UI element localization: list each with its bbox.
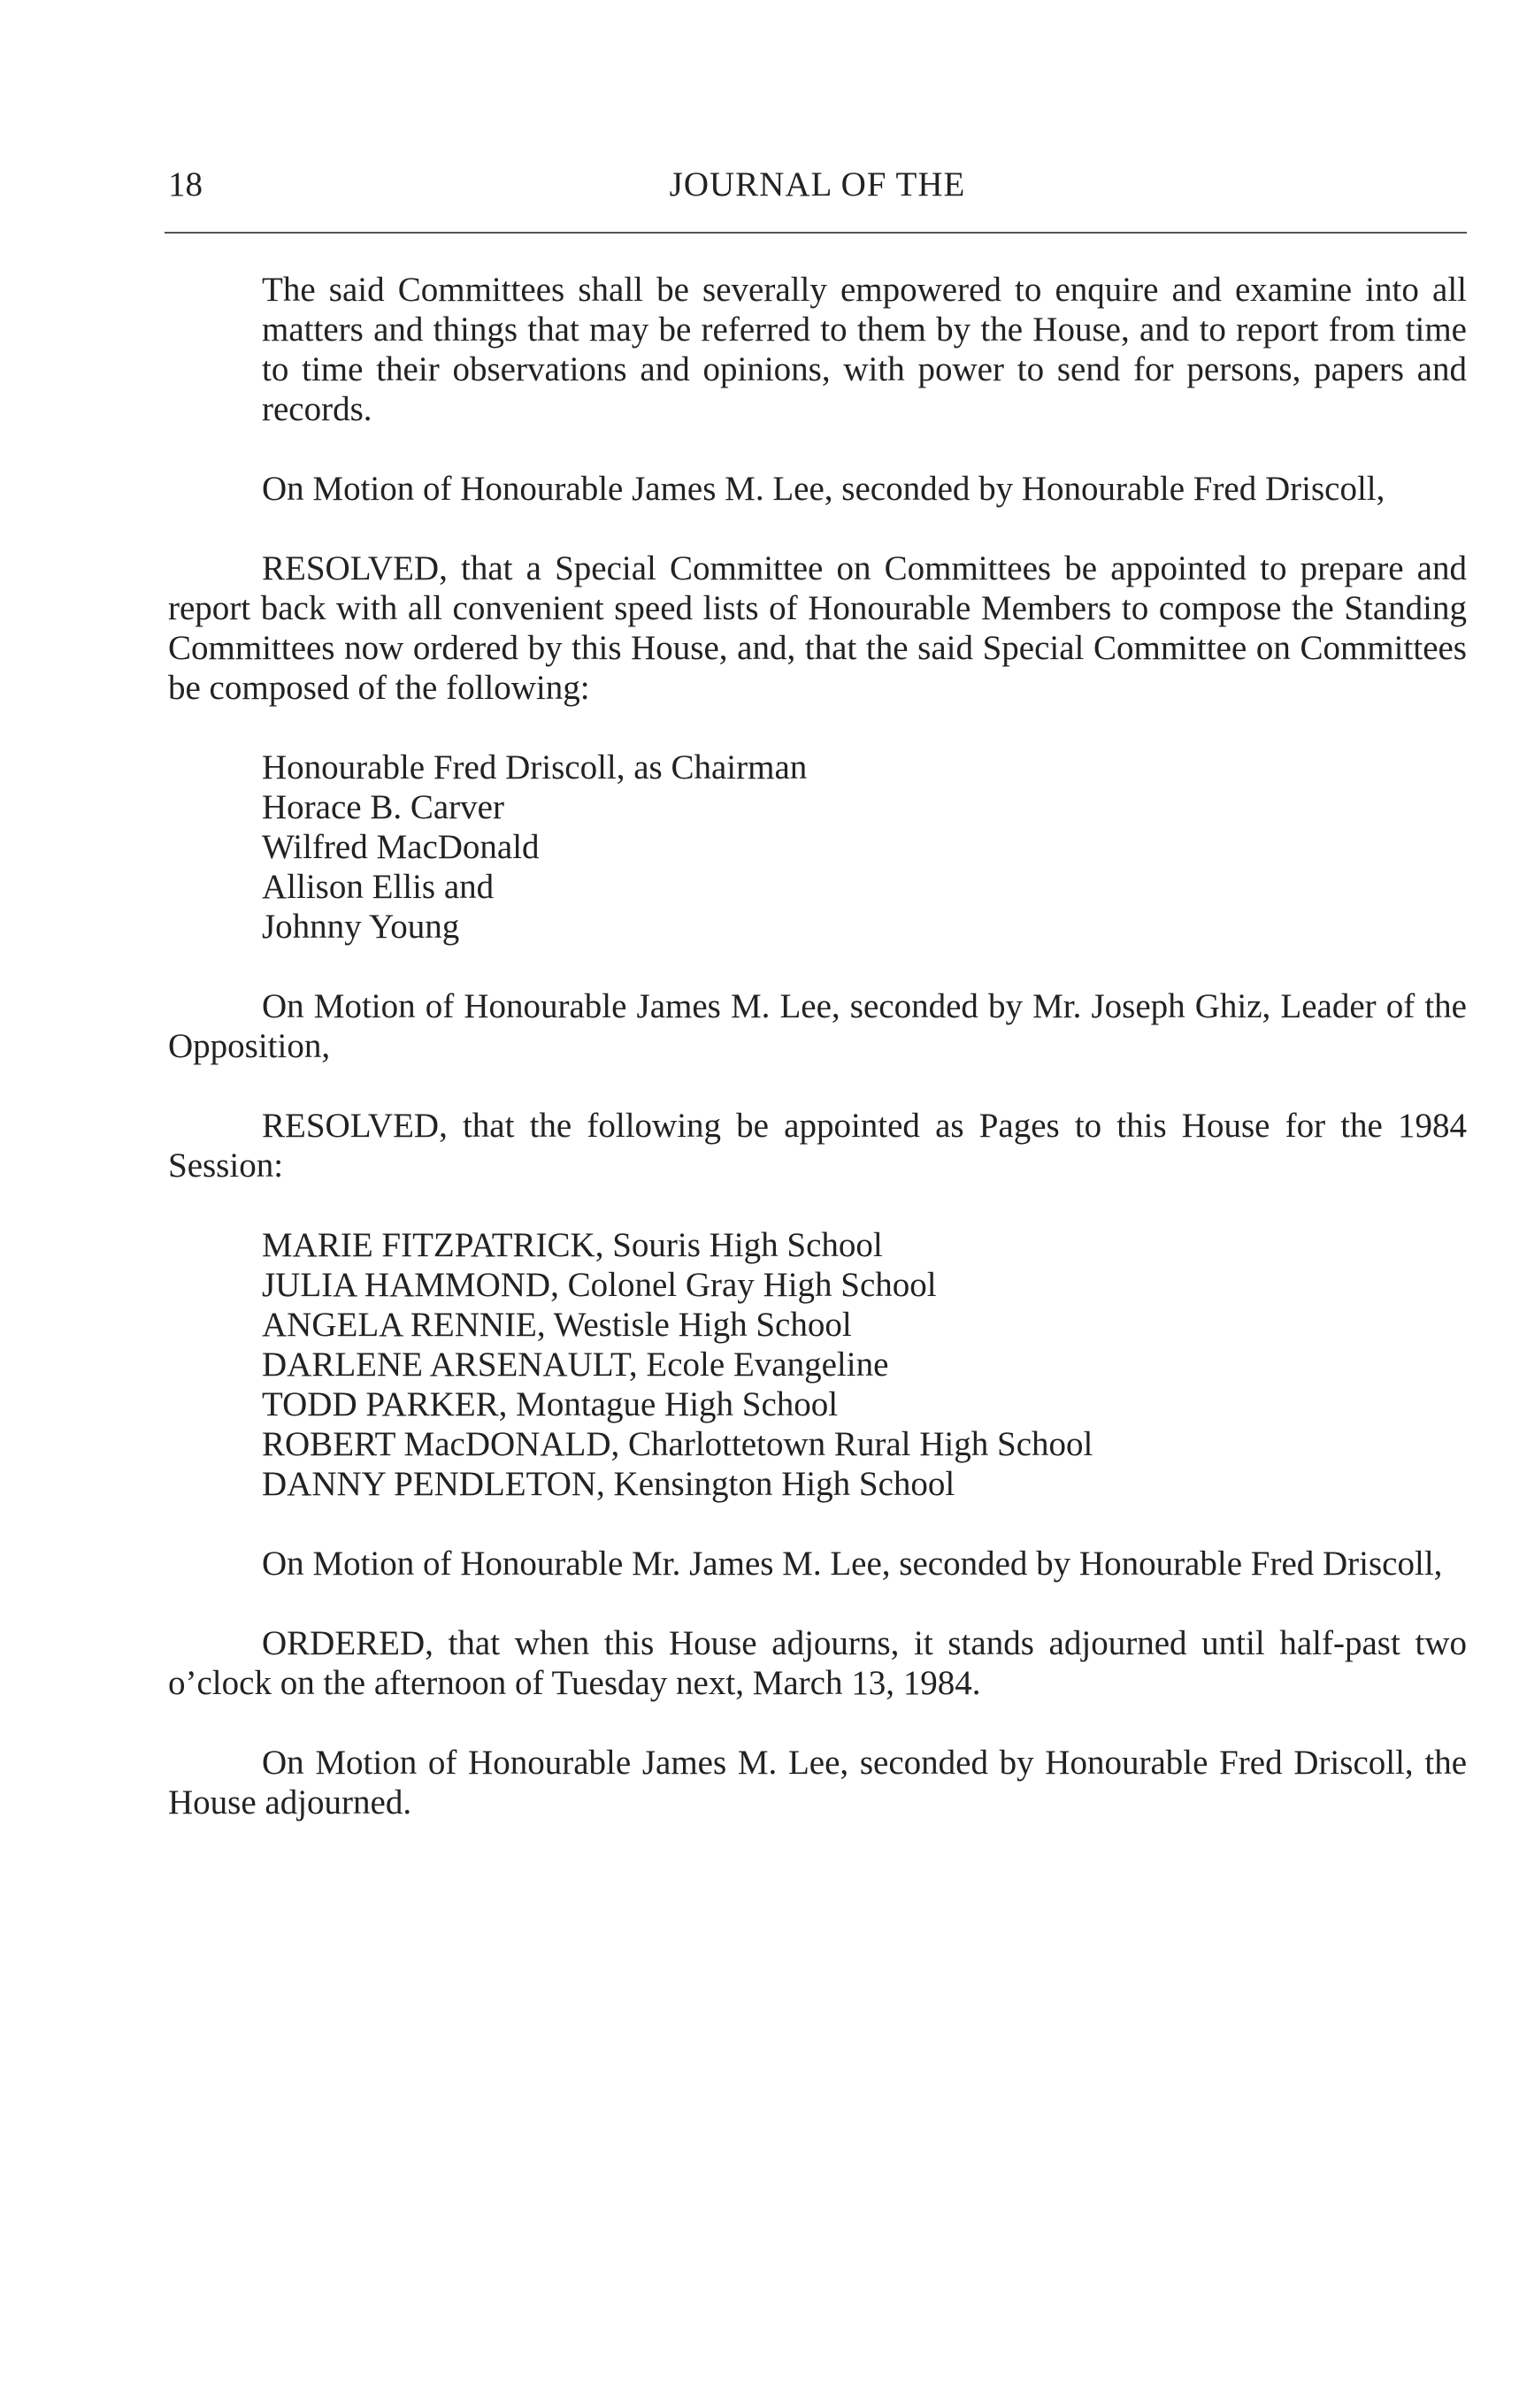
page-number: 18 (168, 165, 203, 203)
page-body (168, 270, 1467, 1862)
page-appointee: TODD PARKER, Montague High School (262, 1385, 839, 1423)
paragraph-ordered-adjournment: ORDERED, that when this House adjourns, it stands adjourned until half-past two o’clock on the afternoon of Tuesday next, March 13, 1984. (168, 1624, 1467, 1702)
page-appointee: ANGELA RENNIE, Westisle High School (262, 1306, 852, 1344)
pages-list (168, 1225, 1467, 1504)
committee-member: Johnny Young (262, 908, 460, 946)
committee-member: Allison Ellis and (262, 868, 495, 906)
paragraph-motion-1: On Motion of Honourable James M. Lee, seconded by Honourable Fred Driscoll, (262, 470, 1385, 508)
page-appointee: MARIE FITZPATRICK, Souris High School (262, 1226, 883, 1264)
committee-member: Wilfred MacDonald (262, 828, 540, 866)
committee-member: Horace B. Carver (262, 788, 504, 826)
committee-member: Honourable Fred Driscoll, as Chairman (262, 748, 808, 786)
paragraph-committees-power: The said Committees shall be severally empowered to enquire and examine into all matters and things that may be referred to them by the House, and to report from time to time their observations and opinions, with power to send for persons, papers and records. (262, 271, 1467, 428)
page-appointee: JULIA HAMMOND, Colonel Gray High School (262, 1266, 937, 1304)
paragraph-motion-3: On Motion of Honourable Mr. James M. Lee, seconded by Honourable Fred Driscoll, (262, 1545, 1443, 1583)
page-appointee: DARLENE ARSENAULT, Ecole Evangeline (262, 1346, 889, 1384)
paragraph-resolved-committee: RESOLVED, that a Special Committee on Committees be appointed to prepare and report back with all convenient speed lists of Honourable Members to compose the Standing Committees now ordered by this House, and, that the said Special Committee on Committees be composed of the following: (168, 549, 1467, 707)
page-appointee: ROBERT MacDONALD, Charlottetown Rural High School (262, 1425, 1093, 1463)
committee-members-list (168, 748, 1467, 947)
paragraph-motion-4: On Motion of Honourable James M. Lee, seconded by Honourable Fred Driscoll, the House adjourned. (168, 1744, 1467, 1821)
paragraph-resolved-pages: RESOLVED, that the following be appointed as Pages to this House for the 1984 Session: (168, 1107, 1467, 1185)
page-header (168, 163, 1467, 207)
paragraph-motion-2: On Motion of Honourable James M. Lee, seconded by Mr. Joseph Ghiz, Leader of the Opposition, (168, 987, 1467, 1065)
header-rule (165, 232, 1467, 234)
page-appointee: DANNY PENDLETON, Kensington High School (262, 1465, 955, 1503)
running-head: JOURNAL OF THE (669, 165, 966, 203)
